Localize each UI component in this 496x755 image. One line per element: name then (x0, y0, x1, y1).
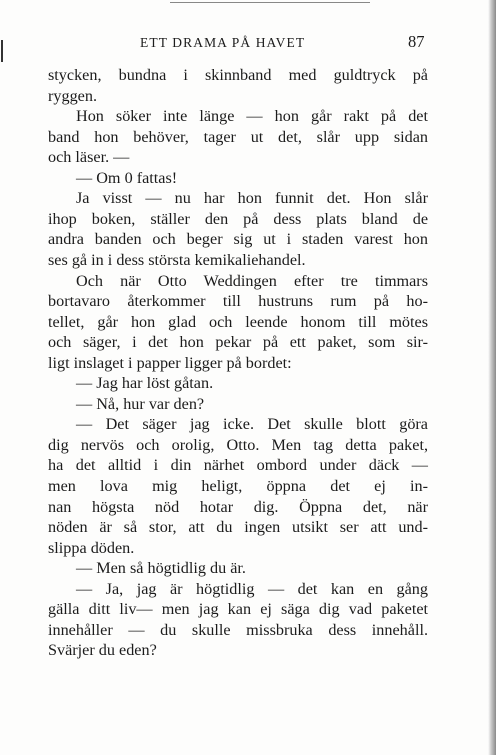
text-line: — Om 0 fattas! (76, 168, 178, 187)
text-line: nan högsta nöd hotar dig. Öppna det, när (48, 497, 428, 516)
text-line: — Nå, hur var den? (76, 394, 205, 413)
text-line: men lova mig heligt, öppna det ej in- (48, 477, 428, 495)
running-title: ETT DRAMA PÅ HAVET (140, 35, 306, 50)
text-line: ligt inslaget i papper ligger på bordet: (48, 353, 292, 372)
text-line: band hon behöver, tager ut det, slår upp sidan (48, 127, 428, 146)
text-line: och läser. — (48, 148, 130, 167)
page-gutter-shadow (488, 0, 496, 755)
text-line: nöden är så stor, att du ingen utsikt ser att und- (48, 518, 428, 537)
text-line: Hon söker inte länge — hon går rakt på det (76, 107, 428, 126)
text-line: Ja visst — nu har hon funnit det. Hon slår (76, 189, 428, 208)
text-line: — Jag har löst gåtan. (76, 374, 214, 393)
text-line: slippa döden. (48, 538, 135, 557)
text-line: ryggen. (48, 86, 97, 105)
text-line: — Men så högtidlig du är. (76, 559, 246, 578)
page-number: 87 (408, 32, 425, 51)
text-line: Och när Otto Weddingen efter tre timmars (76, 271, 428, 290)
text-line: ha det alltid i din närhet ombord under däck — (48, 456, 428, 475)
text-line: stycken, bundna i skinnband med guldtryck på (48, 66, 428, 84)
text-line: tellet, går hon glad och leende honom till mötes (48, 312, 428, 331)
running-header (0, 32, 496, 54)
text-line: gälla ditt liv— men jag kan ej säga dig vad paketet (48, 600, 428, 619)
text-line: — Ja, jag är högtidlig — det kan en gång (76, 579, 428, 598)
text-line: ihop boken, ställer den på dess plats bland de (48, 209, 428, 228)
text-line: dig nervös och orolig, Otto. Men tag detta paket, (48, 435, 428, 454)
text-line: bortavaro återkommer till hustruns rum på ho- (48, 292, 428, 311)
text-line: ses gå in i dess största kemikaliehandel. (48, 251, 306, 269)
text-line: Svärjer du eden? (48, 641, 157, 660)
text-line: och säger, i det hon pekar på ett paket, som sir- (48, 333, 428, 352)
text-line: innehåller — du skulle missbruka dess innehåll. (48, 620, 428, 639)
scan-top-rule (170, 2, 370, 3)
text-line: andra banden och beger sig ut i staden varest hon (48, 230, 428, 249)
text-line: — Det säger jag icke. Det skulle blott göra (76, 415, 428, 434)
